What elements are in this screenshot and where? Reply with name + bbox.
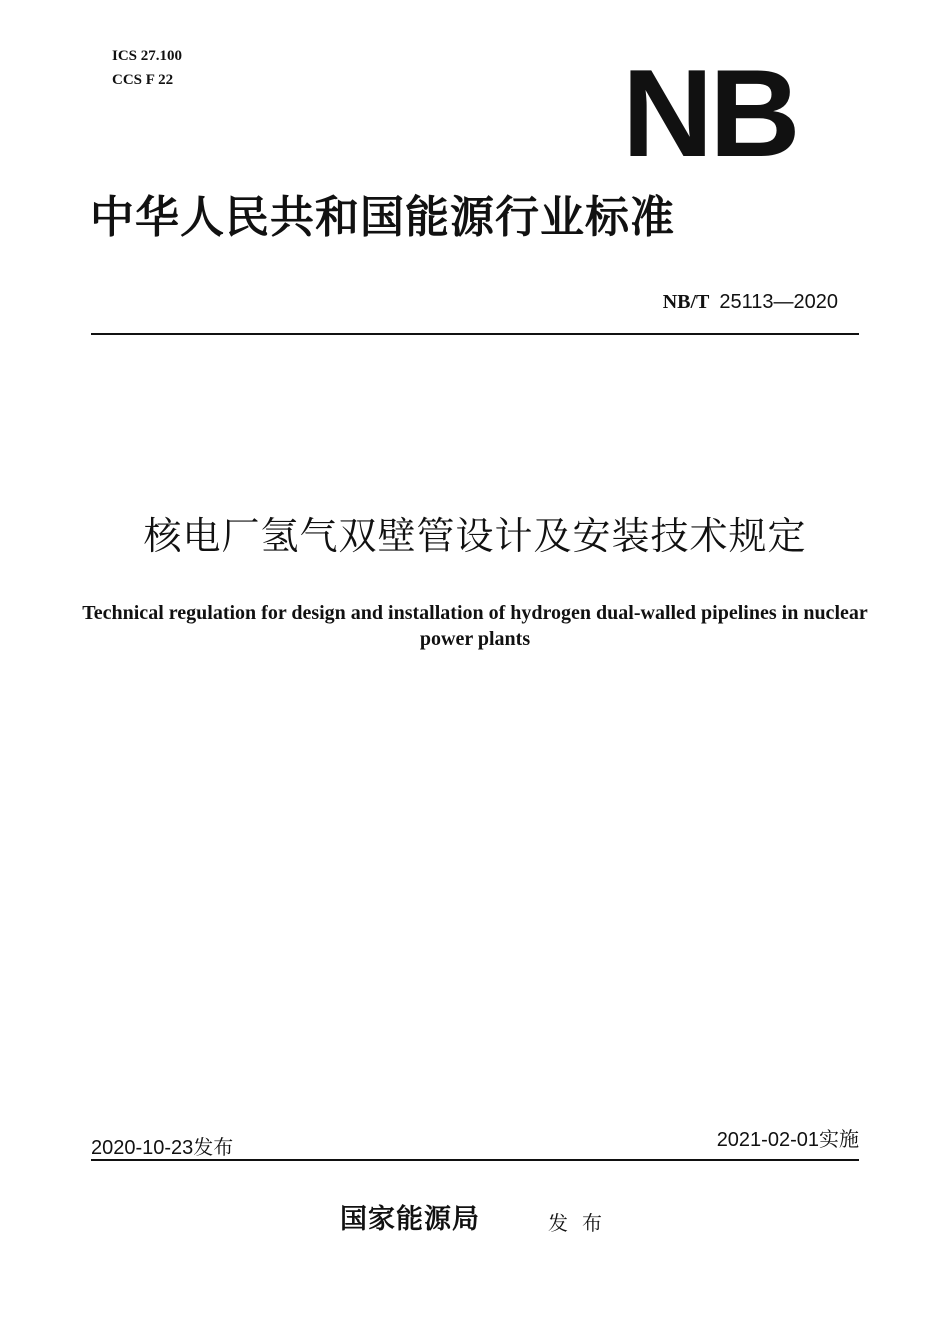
document-title-chinese: 核电厂氢气双壁管设计及安装技术规定 <box>143 514 807 558</box>
publish-date: 2020-10-23发布 <box>91 1137 234 1159</box>
issuing-authority: 国家能源局 <box>340 1204 480 1235</box>
ccs-code: CCS F 22 <box>112 72 174 88</box>
organization-title: 中华人民共和国能源行业标准 <box>90 192 675 243</box>
classification-codes <box>112 44 182 92</box>
standard-number <box>663 288 838 316</box>
footer-divider <box>91 1159 859 1161</box>
document-title-english: Technical regulation for design and installation of hydrogen dual-walled pipelines in nuclear power plants <box>82 602 868 650</box>
issued-label: 发布 <box>548 1211 616 1235</box>
header-divider <box>91 333 859 335</box>
nb-logo: NB <box>622 45 797 183</box>
standard-prefix: NB/T <box>662 291 710 313</box>
implement-date: 2021-02-01实施 <box>716 1129 859 1151</box>
ics-code: ICS 27.100 <box>112 48 183 64</box>
standard-code: 25113—2020 <box>719 291 838 313</box>
